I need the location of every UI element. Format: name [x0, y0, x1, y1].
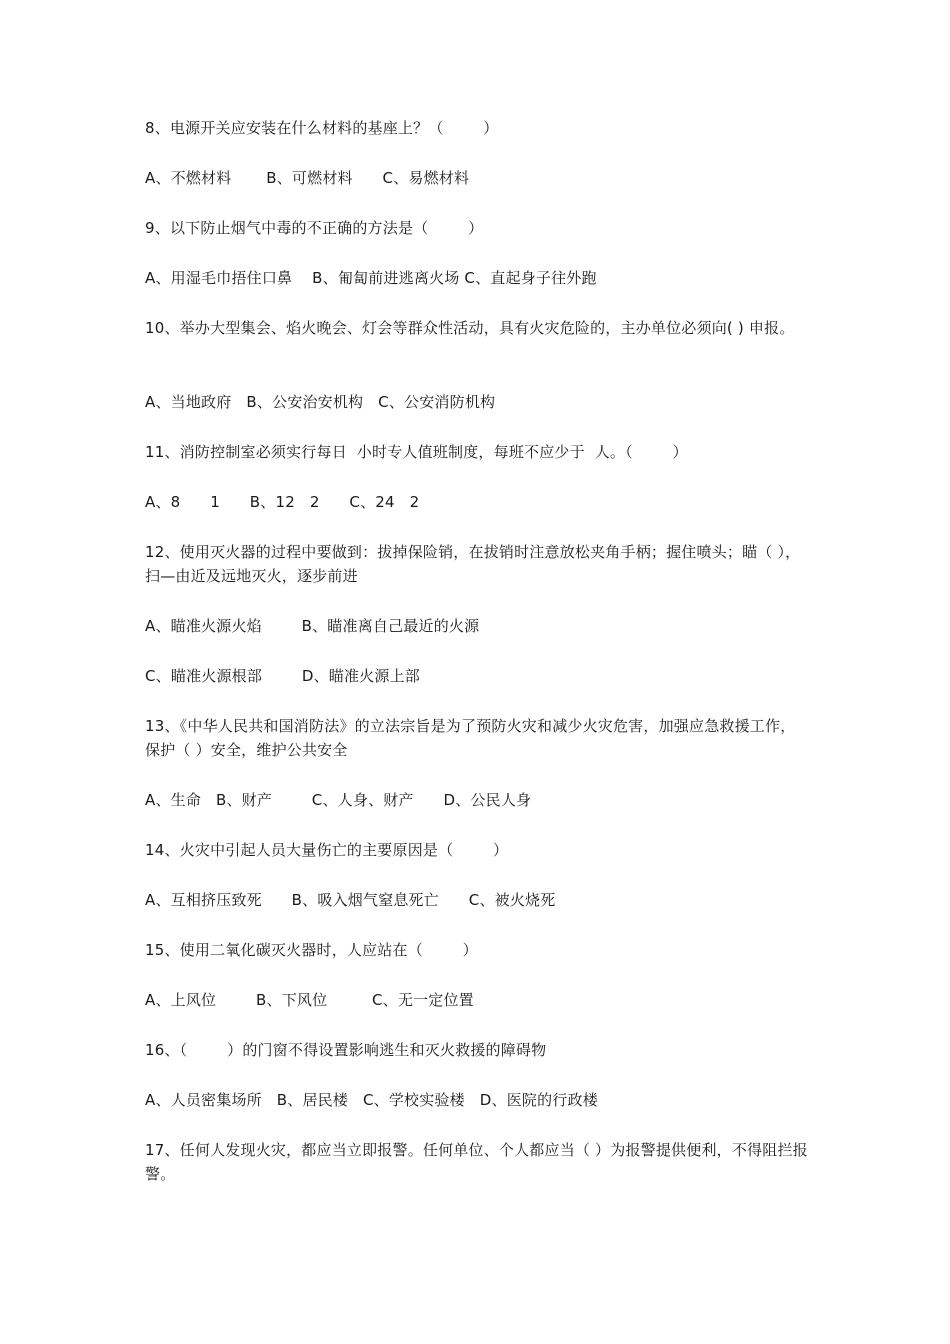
question-11-options: A、8 1 B、12 2 C、24 2 [145, 493, 420, 511]
question-15: 15、使用二氧化碳灭火器时，人应站在（ ） [145, 941, 478, 959]
question-12-options-cd: C、瞄准火源根部 D、瞄准火源上部 [145, 667, 420, 685]
question-8: 8、电源开关应安装在什么材料的基座上？（ ） [145, 119, 499, 137]
question-12: 12、使用灭火器的过程中要做到：拔掉保险销，在拔销时注意放松夹角手柄；握住喷头；瞄（ ），扫—由近及远地灭火，逐步前进 [145, 543, 801, 585]
question-13-options: A、生命 B、财产 C、人身、财产 D、公民人身 [145, 791, 532, 809]
question-15-options: A、上风位 B、下风位 C、无一定位置 [145, 991, 474, 1009]
question-9: 9、以下防止烟气中毒的不正确的方法是（ ） [145, 219, 484, 237]
question-11: 11、消防控制室必须实行每日 小时专人值班制度，每班不应少于 人。（ ） [145, 443, 688, 461]
question-12-options-ab: A、瞄准火源火焰 B、瞄准离自己最近的火源 [145, 617, 480, 635]
question-14: 14、火灾中引起人员大量伤亡的主要原因是（ ） [145, 841, 509, 859]
question-16-options: A、人员密集场所 B、居民楼 C、学校实验楼 D、医院的行政楼 [145, 1091, 598, 1109]
question-8-options: A、不燃材料 B、可燃材料 C、易燃材料 [145, 169, 470, 187]
question-13: 13、《中华人民共和国消防法》的立法宗旨是为了预防火灾和减少火灾危害，加强应急救援工作，保护（ ）安全，维护公共安全 [145, 717, 796, 759]
question-14-options: A、互相挤压致死 B、吸入烟气窒息死亡 C、被火烧死 [145, 891, 556, 909]
question-10-options: A、当地政府 B、公安治安机构 C、公安消防机构 [145, 393, 496, 411]
question-16: 16、（ ）的门窗不得设置影响逃生和灭火救援的障碍物 [145, 1041, 547, 1059]
question-9-options: A、用湿毛巾捂住口鼻 B、匍匐前进逃离火场 C、直起身子往外跑 [145, 269, 597, 287]
question-10: 10、举办大型集会、焰火晚会、灯会等群众性活动，具有火灾危险的，主办单位必须向( ) 申报。 [145, 319, 795, 337]
question-17: 17、任何人发现火灾，都应当立即报警。任何单位、个人都应当（ ）为报警提供便利，不得阻拦报警。 [145, 1141, 808, 1183]
